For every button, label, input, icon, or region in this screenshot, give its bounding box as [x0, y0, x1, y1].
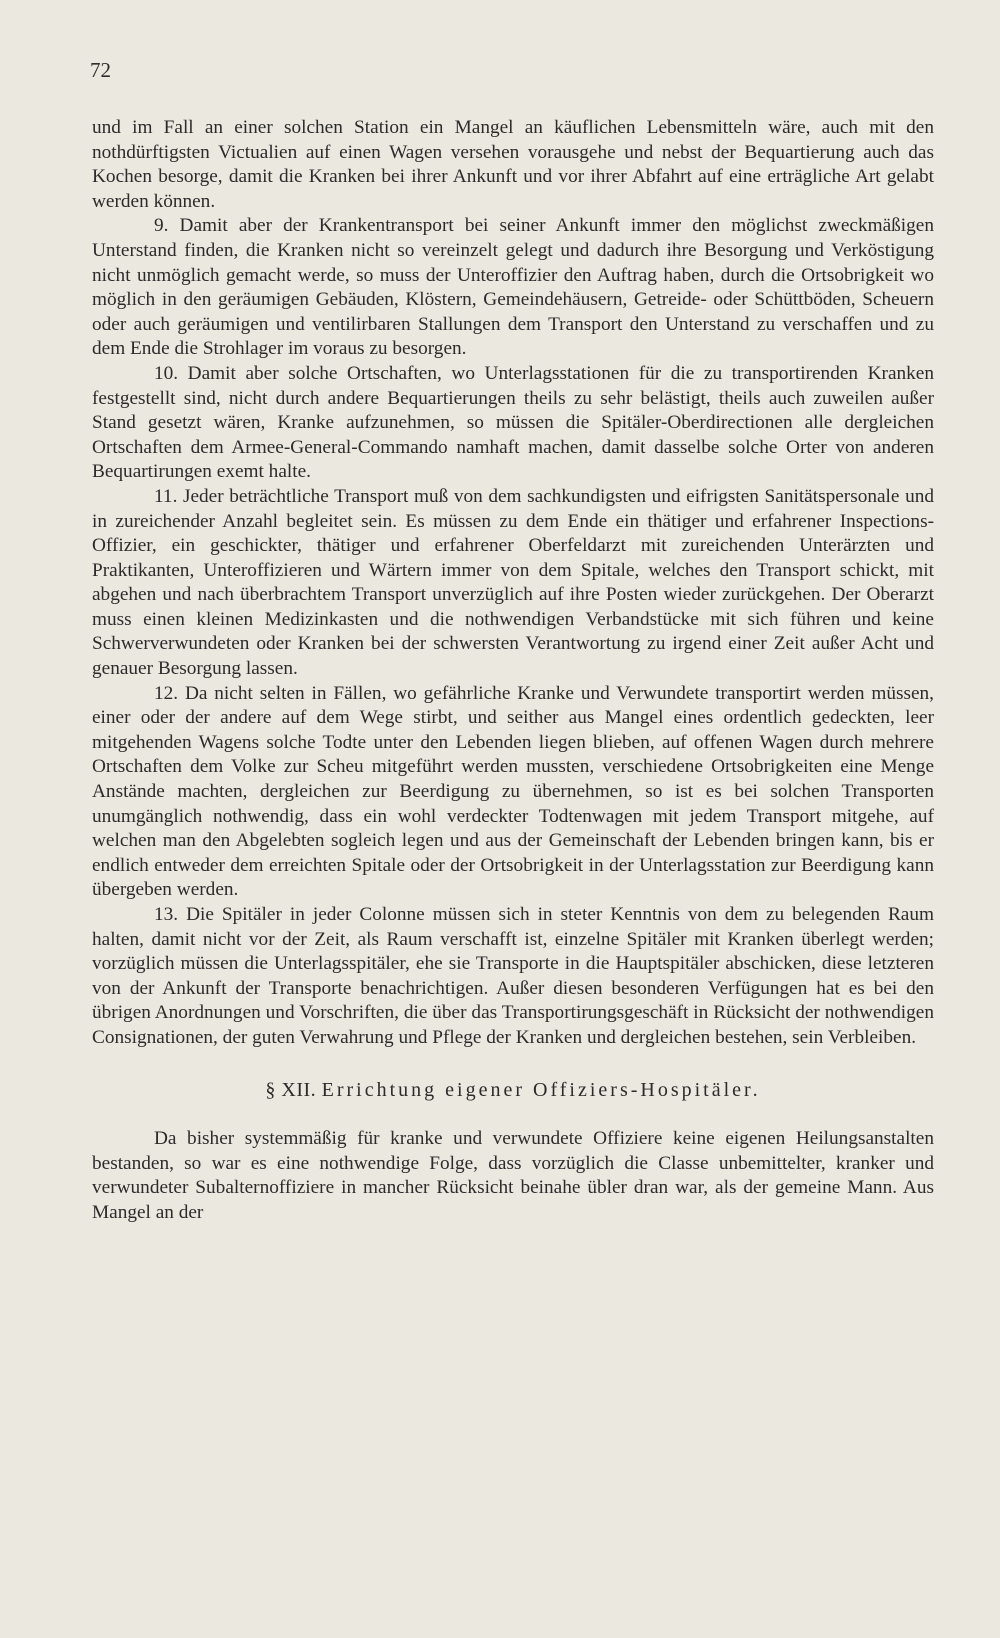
body-text [92, 116, 934, 1226]
paragraph-11: 11. Jeder beträchtliche Transport muß von dem sachkundigsten und eifrigsten Sanitätspersonale und in zureichender Anzahl begleitet sein. Es müssen zu dem Ende ein thätiger und erfahrener Inspections-Offizier, ein geschickter, thätiger und erfahrener Oberfeldarzt mit zureichenden Unterärzten und Praktikanten, Unteroffizieren und Wärtern immer von dem Spitale, welches den Transport schickt, mit abgehen und nach überbrachtem Transport unverzüglich auf ihre Posten wieder zurückgehen. Der Oberarzt muss einen kleinen Medizinkasten und die nothwendigen Verbandstücke mit sich führen und keine Schwerverwundeten oder Kranken bei der schwersten Verantwortung zu irgend einer Zeit außer Acht und genauer Besorgung lassen. [92, 485, 934, 680]
section-heading [92, 1078, 934, 1103]
paragraph-closing: Da bisher systemmäßig für kranke und verwundete Offiziere keine eigenen Heilungsanstalten bestanden, so war es eine nothwendige Folge, dass vorzüglich die Classe unbemittelter, kranker und verwundeter Subalternoffiziere in mancher Rücksicht beinahe übler dran war, als der gemeine Mann. Aus Mangel an der [92, 1128, 934, 1223]
paragraph-9: 9. Damit aber der Krankentransport bei seiner Ankunft immer den möglichst zweckmäßigen Unterstand finden, die Kranken nicht so vereinzelt gelegt und dadurch ihre Besorgung und Verköstigung nicht unmöglich gemacht werde, so muss der Unteroffizier den Auftrag haben, durch die Ortsobrigkeit wo möglich in den geräumigen Gebäuden, Klöstern, Gemeindehäusern, Getreide- oder Schüttböden, Scheuern oder auch geräumigen und ventilirbaren Stallungen dem Transport den Unterstand zu verschaffen und zu dem Ende die Strohlager im voraus zu besorgen. [92, 215, 934, 360]
section-title: Errichtung eigener Offiziers-Hospitäler. [321, 1078, 761, 1101]
paragraph-10: 10. Damit aber solche Ortschaften, wo Unterlagsstationen für die zu transportirenden Kranken festgestellt sind, nicht durch andere Bequartierungen theils zu sehr belästigt, theils auch zuweilen außer Stand gesetzt wären, Kranke aufzunehmen, so müssen die Spitäler-Oberdirectionen alle dergleichen Ortschaften dem Armee-General-Commando namhaft machen, damit dasselbe solche Orter von anderen Bequartirungen exemt halte. [92, 362, 934, 483]
page-number: 72 [90, 58, 111, 82]
paragraph-13: 13. Die Spitäler in jeder Colonne müssen sich in steter Kenntnis von dem zu belegenden Raum halten, damit nicht vor der Zeit, als Raum verschafft ist, einzelne Spitäler mit Kranken überlegt werden; vorzüglich müssen die Unterlagsspitäler, ehe sie Transporte in die Hauptspitäler abschicken, diese letzteren von der Ankunft der Transporte benachrichtigen. Außer diesen besonderen Verfügungen hat es bei den übrigen Anordnungen und Vorschriften, die über das Transportirungsgeschäft in Rücksicht der nothwendigen Consignationen, der guten Verwahrung und Pflege der Kranken und dergleichen bestehen, sein Verbleiben. [92, 904, 934, 1048]
paragraph-12: 12. Da nicht selten in Fällen, wo gefährliche Kranke und Verwundete transportirt werden müssen, einer oder der andere auf dem Wege stirbt, und seither aus Mangel eines ordentlich gedeckten, leer mitgehenden Wagens solche Todte unter den Lebenden liegen blieben, auf offenen Wagen durch mehrere Ortschaften dem Volke zur Scheu mitgeführt werden mussten, verschiedene Ortsobrigkeiten eine Menge Anstände machten, dergleichen zur Beerdigung zu übernehmen, so ist es bei solchen Transporten unumgänglich nothwendig, dass ein wohl verdeckter Todtenwagen mit jedem Transport mitgehe, auf welchen man den Abgelebten sogleich legen und aus der Gemeinschaft der Lebenden bringen kann, bis er endlich entweder dem erreichten Spitale oder der Ortsobrigkeit in der Unterlagsstation zur Beerdigung kann übergeben werden. [92, 682, 934, 901]
section-symbol: § [265, 1078, 276, 1101]
paragraph-continuation: und im Fall an einer solchen Station ein Mangel an käuflichen Lebensmitteln wäre, auch mit den nothdürftigsten Victualien auf einen Wagen versehen vorausgehe und nebst der Bequartierung auch das Kochen besorge, damit die Kranken bei ihrer Ankunft und vor ihrer Abfahrt auf eine erträgliche Art gelabt werden können. [92, 117, 934, 212]
section-number: XII. [281, 1078, 317, 1101]
